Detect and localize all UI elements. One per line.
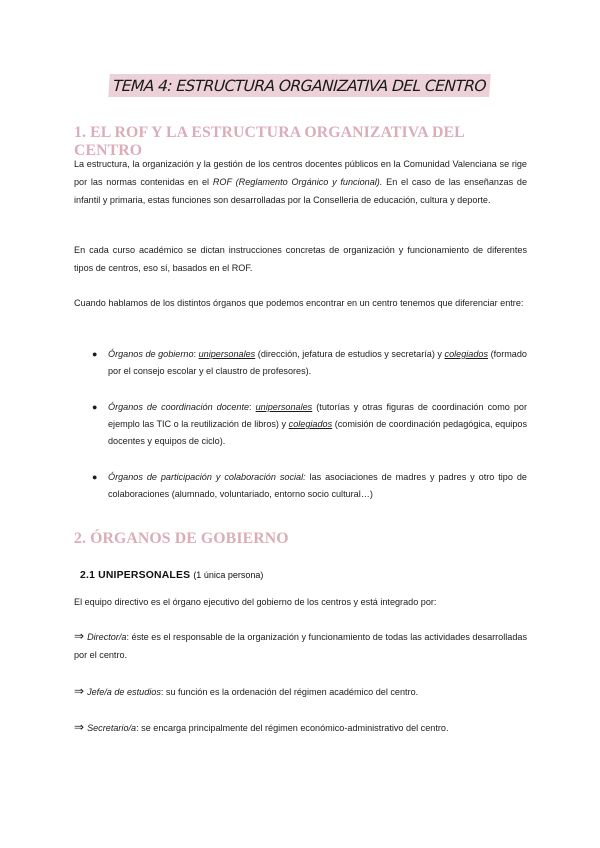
title-wrapper [0, 74, 600, 97]
arrow-icon: ⇒ [74, 684, 85, 698]
bullet-dot-icon: ● [92, 402, 98, 412]
bullet-unipersonales: unipersonales [198, 349, 256, 359]
role-secretario-text: : se encarga principalmente del régimen económico-administrativo del centro. [136, 723, 449, 733]
section-2-heading: 2. ÓRGANOS DE GOBIERNO [74, 530, 289, 547]
paragraph-organos: Cuando hablamos de los distintos órganos que podemos encontrar en un centro tenemos que diferenciar entre: [74, 298, 524, 308]
paragraph-rof-part-a: La estructura, la organización y la gestión de los centros docentes públicos en la Comunidad Valenciana se rige por las normas contenidas en el [74, 159, 527, 187]
paragraph-equipo-directivo: El equipo directivo es el órgano ejecutivo del gobierno de los centros y está integrado por: [74, 597, 437, 607]
arrow-icon: ⇒ [74, 629, 85, 643]
item-director [74, 627, 527, 664]
subsection-heading [80, 570, 263, 581]
bullet-label: Órganos de gobierno [108, 349, 194, 359]
bullet-colegiados: colegiados [288, 419, 333, 429]
item-secretario [74, 718, 527, 737]
role-jefe-text: : su función es la ordenación del régimen académico del centro. [160, 687, 419, 697]
bullet-text-2: (formado por el consejo escolar y el claustro de profesores). [108, 349, 527, 376]
list-item-gobierno [92, 346, 527, 380]
section-1-heading: 1. EL ROF Y LA ESTRUCTURA ORGANIZATIVA DEL CENTRO [74, 124, 464, 159]
paragraph-rof [74, 155, 527, 209]
page-title: TEMA 4: ESTRUCTURA ORGANIZATIVA DEL CENTRO [109, 74, 492, 97]
bullet-sep: : [249, 402, 256, 412]
bullet-unipersonales: unipersonales [255, 402, 313, 412]
role-director: Director/a [87, 632, 127, 642]
bullet-text-2: (comisión de coordinación pedagógica, equipos docentes y equipos de ciclo). [108, 419, 527, 446]
role-director-text: : éste es el responsable de la organización y funcionamiento de todas las actividades desarrolladas por el centro. [74, 632, 527, 660]
bullet-label: Órganos de participación y colaboración social: [108, 472, 306, 482]
list-item-participacion [92, 469, 527, 503]
subsection-note: (1 única persona) [193, 570, 264, 580]
subsection-title: 2.1 UNIPERSONALES [80, 570, 191, 581]
bullet-colegiados: colegiados [444, 349, 489, 359]
bullet-dot-icon: ● [92, 472, 98, 482]
bullet-text-1: (tutorías y otras figuras de coordinación como por ejemplo las TIC o la reutilización de libros) y [108, 402, 528, 429]
bullet-sep: : [193, 349, 199, 359]
paragraph-rof-part-b: En el caso de las enseñanzas de infantil y primaria, estas funciones son desarrolladas por la Conselleria de educación, cultura y deporte. [74, 177, 527, 205]
bullet-label: Órganos de coordinación docente [108, 402, 250, 412]
arrow-icon: ⇒ [74, 720, 85, 734]
paragraph-instructions: En cada curso académico se dictan instrucciones concretas de organización y funcionamiento de diferentes tipos de centros, eso sí, basados en el ROF. [74, 245, 527, 273]
role-secretario: Secretario/a [87, 723, 137, 733]
rof-italic: ROF (Reglamento Orgánico y funcional). [212, 177, 383, 187]
item-jefe-estudios [74, 682, 527, 701]
bullet-text-1: las asociaciones de madres y padres y otro tipo de colaboraciones (alumnado, voluntariado, entorno socio cultural…) [108, 472, 527, 499]
bullet-dot-icon: ● [92, 349, 98, 359]
bullet-text-1: (dirección, jefatura de estudios y secretaría) y [255, 349, 445, 359]
role-jefe: Jefe/a de estudios [87, 687, 161, 697]
list-item-coordinacion [92, 399, 528, 450]
